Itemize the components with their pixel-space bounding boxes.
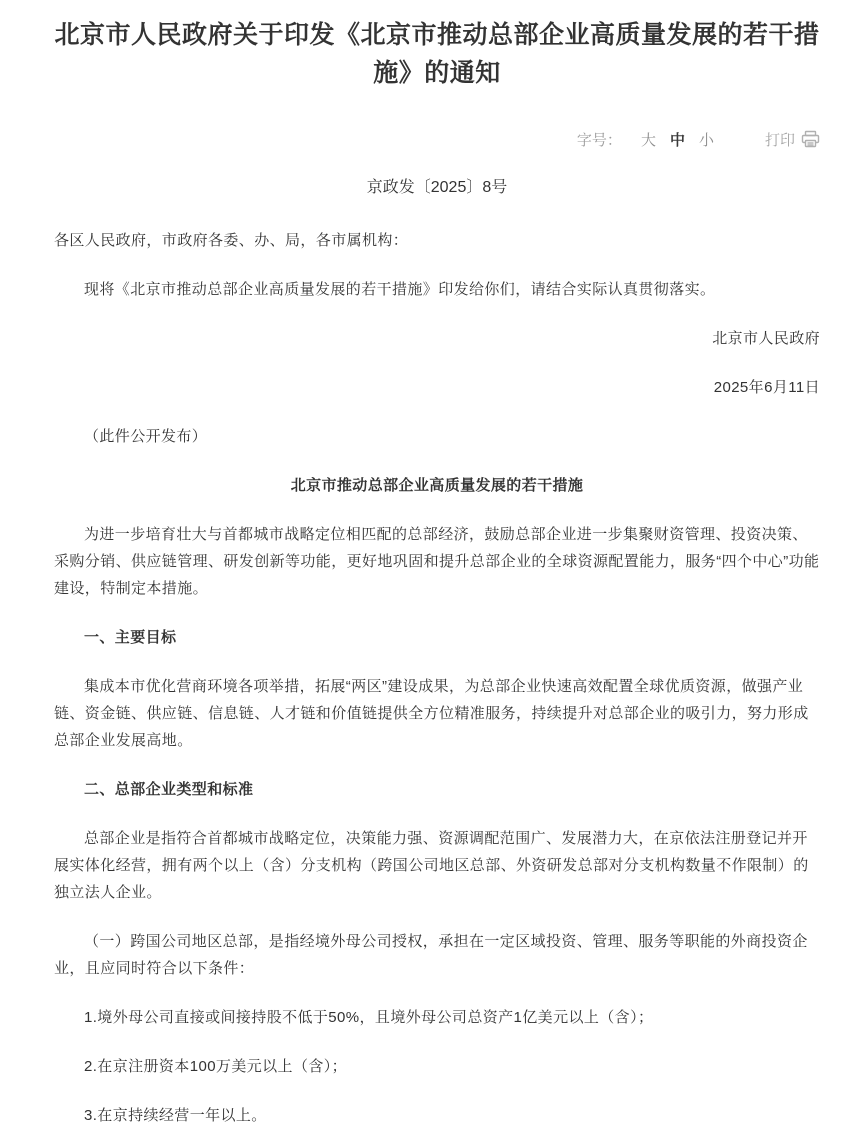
printer-icon [801,130,820,148]
paragraph: 2.在京注册资本100万美元以上（含）； [84,1058,348,1075]
font-size-medium-button[interactable]: 中 [669,131,685,149]
document-body [54,227,820,1129]
article-toolbar [54,128,820,150]
paragraph: 北京市人民政府 [712,330,820,347]
print-button[interactable] [765,129,820,150]
paragraph: （一）跨国公司地区总部，是指经境外母公司授权，承担在一定区域投资、管理、服务等职能的外商投资企业，且应同时符合以下条件： [54,933,808,977]
paragraph: 2025年6月11日 [713,379,820,396]
font-size-label: 字号： [576,131,622,149]
paragraph: 为进一步培育壮大与首都城市战略定位相匹配的总部经济，鼓励总部企业进一步集聚财资管理、投资决策、采购分销、供应链管理、研发创新等功能，更好地巩固和提升总部企业的全球资源配置能力，服务“四个中心”功能建设，特制定本措施。 [54,526,820,597]
paragraph: 各区人民政府，市政府各委、办、局，各市属机构： [54,232,409,249]
print-label: 打印 [764,131,795,149]
paragraph: 现将《北京市推动总部企业高质量发展的若干措施》印发给你们，请结合实际认真贯彻落实。 [84,281,716,298]
paragraph: 总部企业是指符合首都城市战略定位，决策能力强、资源调配范围广、发展潜力大，在京依法注册登记并开展实体化经营，拥有两个以上（含）分支机构（跨国公司地区总部、外资研发总部对分支机构数量不作限制）的独立法人企业。 [54,830,809,901]
section-heading: 一、主要目标 [84,629,177,646]
font-size-large-button[interactable]: 大 [640,131,656,149]
paragraph: 集成本市优化营商环境各项举措，拓展“两区”建设成果，为总部企业快速高效配置全球优质资源，做强产业链、资金链、供应链、信息链、人才链和价值链提供全方位精准服务，持续提升对总部企业的吸引力，努力形成总部企业发展高地。 [54,678,809,749]
document-number: 京政发〔2025〕8号 [366,179,508,196]
paragraph: 3.在京持续经营一年以上。 [84,1107,267,1124]
page-title: 北京市人民政府关于印发《北京市推动总部企业高质量发展的若干措施》的通知 [54,21,820,87]
paragraph: （此件公开发布） [84,428,208,445]
paragraph: 1.境外母公司直接或间接持股不低于50%，且境外母公司总资产1亿美元以上（含）； [84,1009,654,1026]
section-heading: 二、总部企业类型和标准 [84,781,254,798]
measures-title: 北京市推动总部企业高质量发展的若干措施 [290,477,584,494]
font-size-small-button[interactable]: 小 [698,131,714,149]
